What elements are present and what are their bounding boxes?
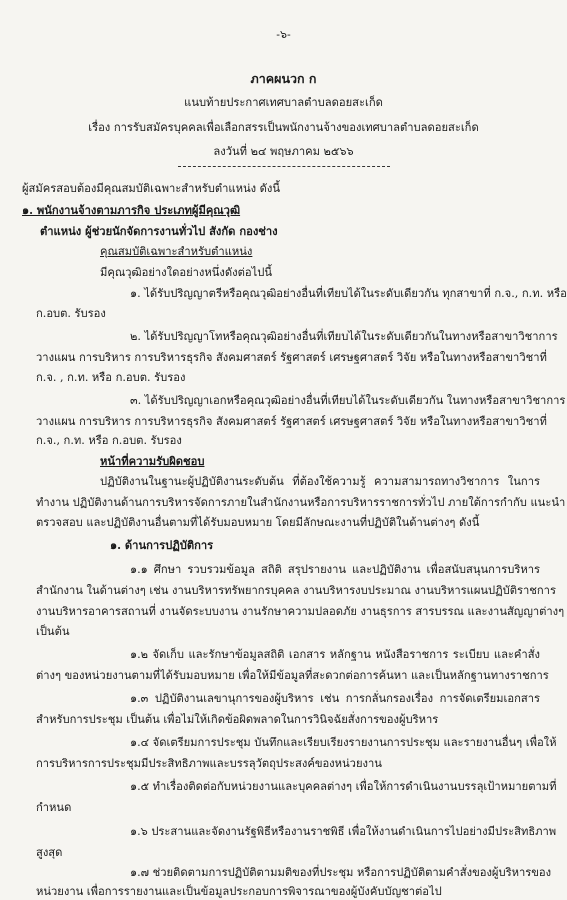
- header-divider: [178, 166, 390, 167]
- qualification-3-line-1: ๓. ได้รับปริญญาเอกหรือคุณวุฒิอย่างอื่นที่เทียบได้ในระดับเดียวกัน ในทางหรือสาขาวิชาการ: [130, 394, 566, 407]
- header-line-1: แนบท้ายประกาศเทศบาลตำบลดอยสะเก็ด: [184, 96, 383, 109]
- annex-title: ภาคผนวก ก: [250, 71, 317, 86]
- header-line-2: เรื่อง การรับสมัครบุคคลเพื่อเลือกสรรเป็นพนักงานจ้างของเทศบาลตำบลดอยสะเก็ด: [88, 121, 479, 134]
- qualification-2-line-2: วางแผน การบริหาร การบริหารธุรกิจ สังคมศาสตร์ รัฐศาสตร์ เศรษฐศาสตร์ วิจัย หรือในทางหรือสาขาวิชาที่: [36, 351, 547, 364]
- qualification-3-line-2: วางแผน การบริหาร การบริหารธุรกิจ สังคมศาสตร์ รัฐศาสตร์ เศรษฐศาสตร์ วิจัย หรือในทางหรือสาขาวิชาที่: [36, 415, 547, 428]
- op-1-4-line-2: การบริหารการประชุมมีประสิทธิภาพและบรรลุวัตถุประสงค์ของหน่วยงาน: [36, 757, 382, 770]
- header-date: ลงวันที่ ๒๔ พฤษภาคม ๒๕๖๖: [213, 145, 354, 158]
- op-1-5-line-2: กำหนด: [36, 801, 72, 814]
- qualification-heading: คุณสมบัติเฉพาะสำหรับตำแหน่ง: [100, 245, 253, 258]
- op-1-2-line-2: ต่างๆ ของหน่วยงานตามที่ได้รับมอบหมาย เพื่อให้มีข้อมูลที่สะดวกต่อการค้นหา และเป็นหลักฐานทางราชการ: [36, 669, 549, 682]
- op-1-1-line-3: งานบริหารอาคารสถานที่ งานจัดระบบงาน งานรักษาความปลอดภัย งานธุรการ สารบรรณ และงานสัญญาต่างๆ: [36, 605, 565, 618]
- op-1-7-line-1: ๑.๗ ช่วยติดตามการปฏิบัติตามมติของที่ประชุม หรือการปฏิบัติตามคำสั่งของผู้บริหารของ: [130, 866, 552, 879]
- intro-text: ผู้สมัครสอบต้องมีคุณสมบัติเฉพาะสำหรับตำแหน่ง ดังนี้: [22, 182, 281, 195]
- qualification-intro: มีคุณวุฒิอย่างใดอย่างหนึ่งดังต่อไปนี้: [100, 266, 272, 279]
- duty-heading: หน้าที่ความรับผิดชอบ: [100, 454, 205, 468]
- qualification-2-line-3: ก.จ. , ก.ท. หรือ ก.อบต. รับรอง: [36, 371, 186, 384]
- qualification-2-line-1: ๒. ได้รับปริญญาโทหรือคุณวุฒิอย่างอื่นที่เทียบได้ในระดับเดียวกันในทางหรือสาขาวิชาการ: [130, 330, 558, 343]
- op-1-6-line-1: ๑.๖ ประสานและจัดงานรัฐพิธีหรืองานราชพิธี เพื่อให้งานดำเนินการไปอย่างมีประสิทธิภาพ: [130, 825, 557, 838]
- duty-line-2: ทำงาน ปฏิบัติงานด้านการบริหารจัดการภายในสำนักงานหรือการบริหารราชการทั่วไป ภายใต้การกำกับ แนะนำ: [36, 496, 566, 509]
- page-number: -๖-: [276, 28, 291, 41]
- operations-heading: ๑. ด้านการปฏิบัติการ: [110, 538, 214, 552]
- op-1-3-line-1: ๑.๓ ปฏิบัติงานเลขานุการของผู้บริหาร เช่น การกลั่นกรองเรื่อง การจัดเตรียมเอกสาร: [130, 692, 540, 705]
- section-1-title: ๑. พนักงานจ้างตามภารกิจ ประเภทผู้มีคุณวุฒิ: [22, 203, 241, 217]
- op-1-1-line-1: ๑.๑ ศึกษา รวบรวมข้อมูล สถิติ สรุปรายงาน และปฏิบัติงาน เพื่อสนับสนุนการบริหาร: [130, 563, 540, 576]
- op-1-4-line-1: ๑.๔ จัดเตรียมการประชุม บันทึกและเรียบเรียงรายงานการประชุม และรายงานอื่นๆ เพื่อให้: [130, 736, 557, 749]
- op-1-3-line-2: สำหรับการประชุม เป็นต้น เพื่อไม่ให้เกิดข้อผิดพลาดในการวินิจฉัยสั่งการของผู้บริหาร: [36, 713, 439, 726]
- duty-line-3: ตรวจสอบ และปฏิบัติงานอื่นตามที่ได้รับมอบหมาย โดยมีลักษณะงานที่ปฏิบัติในด้านต่างๆ ดังนี้: [36, 516, 480, 529]
- qualification-1-line-1: ๑. ได้รับปริญญาตรีหรือคุณวุฒิอย่างอื่นที่เทียบได้ในระดับเดียวกัน ทุกสาขาที่ ก.จ., ก.ท. หรือ: [130, 287, 567, 300]
- op-1-7-line-2: หน่วยงาน เพื่อการรายงานและเป็นข้อมูลประกอบการพิจารณาของผู้บังคับบัญชาต่อไป: [36, 885, 442, 898]
- op-1-2-line-1: ๑.๒ จัดเก็บ และรักษาข้อมูลสถิติ เอกสาร หลักฐาน หนังสือราชการ ระเบียบ และคำสั่ง: [130, 648, 540, 661]
- op-1-1-line-4: เป็นต้น: [36, 625, 70, 638]
- qualification-1-line-2: ก.อบต. รับรอง: [36, 307, 106, 320]
- op-1-5-line-1: ๑.๕ ทำเรื่องติดต่อกับหน่วยงานและบุคคลต่างๆ เพื่อให้การดำเนินงานบรรลุเป้าหมายตามที่: [130, 780, 557, 793]
- op-1-1-line-2: สำนักงาน ในด้านต่างๆ เช่น งานบริหารทรัพยากรบุคคล งานบริหารงบประมาณ งานบริหารแผนปฏิบัติราชการ: [36, 584, 556, 597]
- qualification-3-line-3: ก.จ., ก.ท. หรือ ก.อบต. รับรอง: [36, 434, 182, 447]
- duty-line-1: ปฏิบัติงานในฐานะผู้ปฏิบัติงานระดับต้น ที่ต้องใช้ความรู้ ความสามารถทางวิชาการ ในการ: [100, 475, 540, 488]
- position-line: ตำแหน่ง ผู้ช่วยนักจัดการงานทั่วไป สังกัด กองช่าง: [40, 224, 278, 238]
- op-1-6-line-2: สูงสุด: [36, 846, 63, 859]
